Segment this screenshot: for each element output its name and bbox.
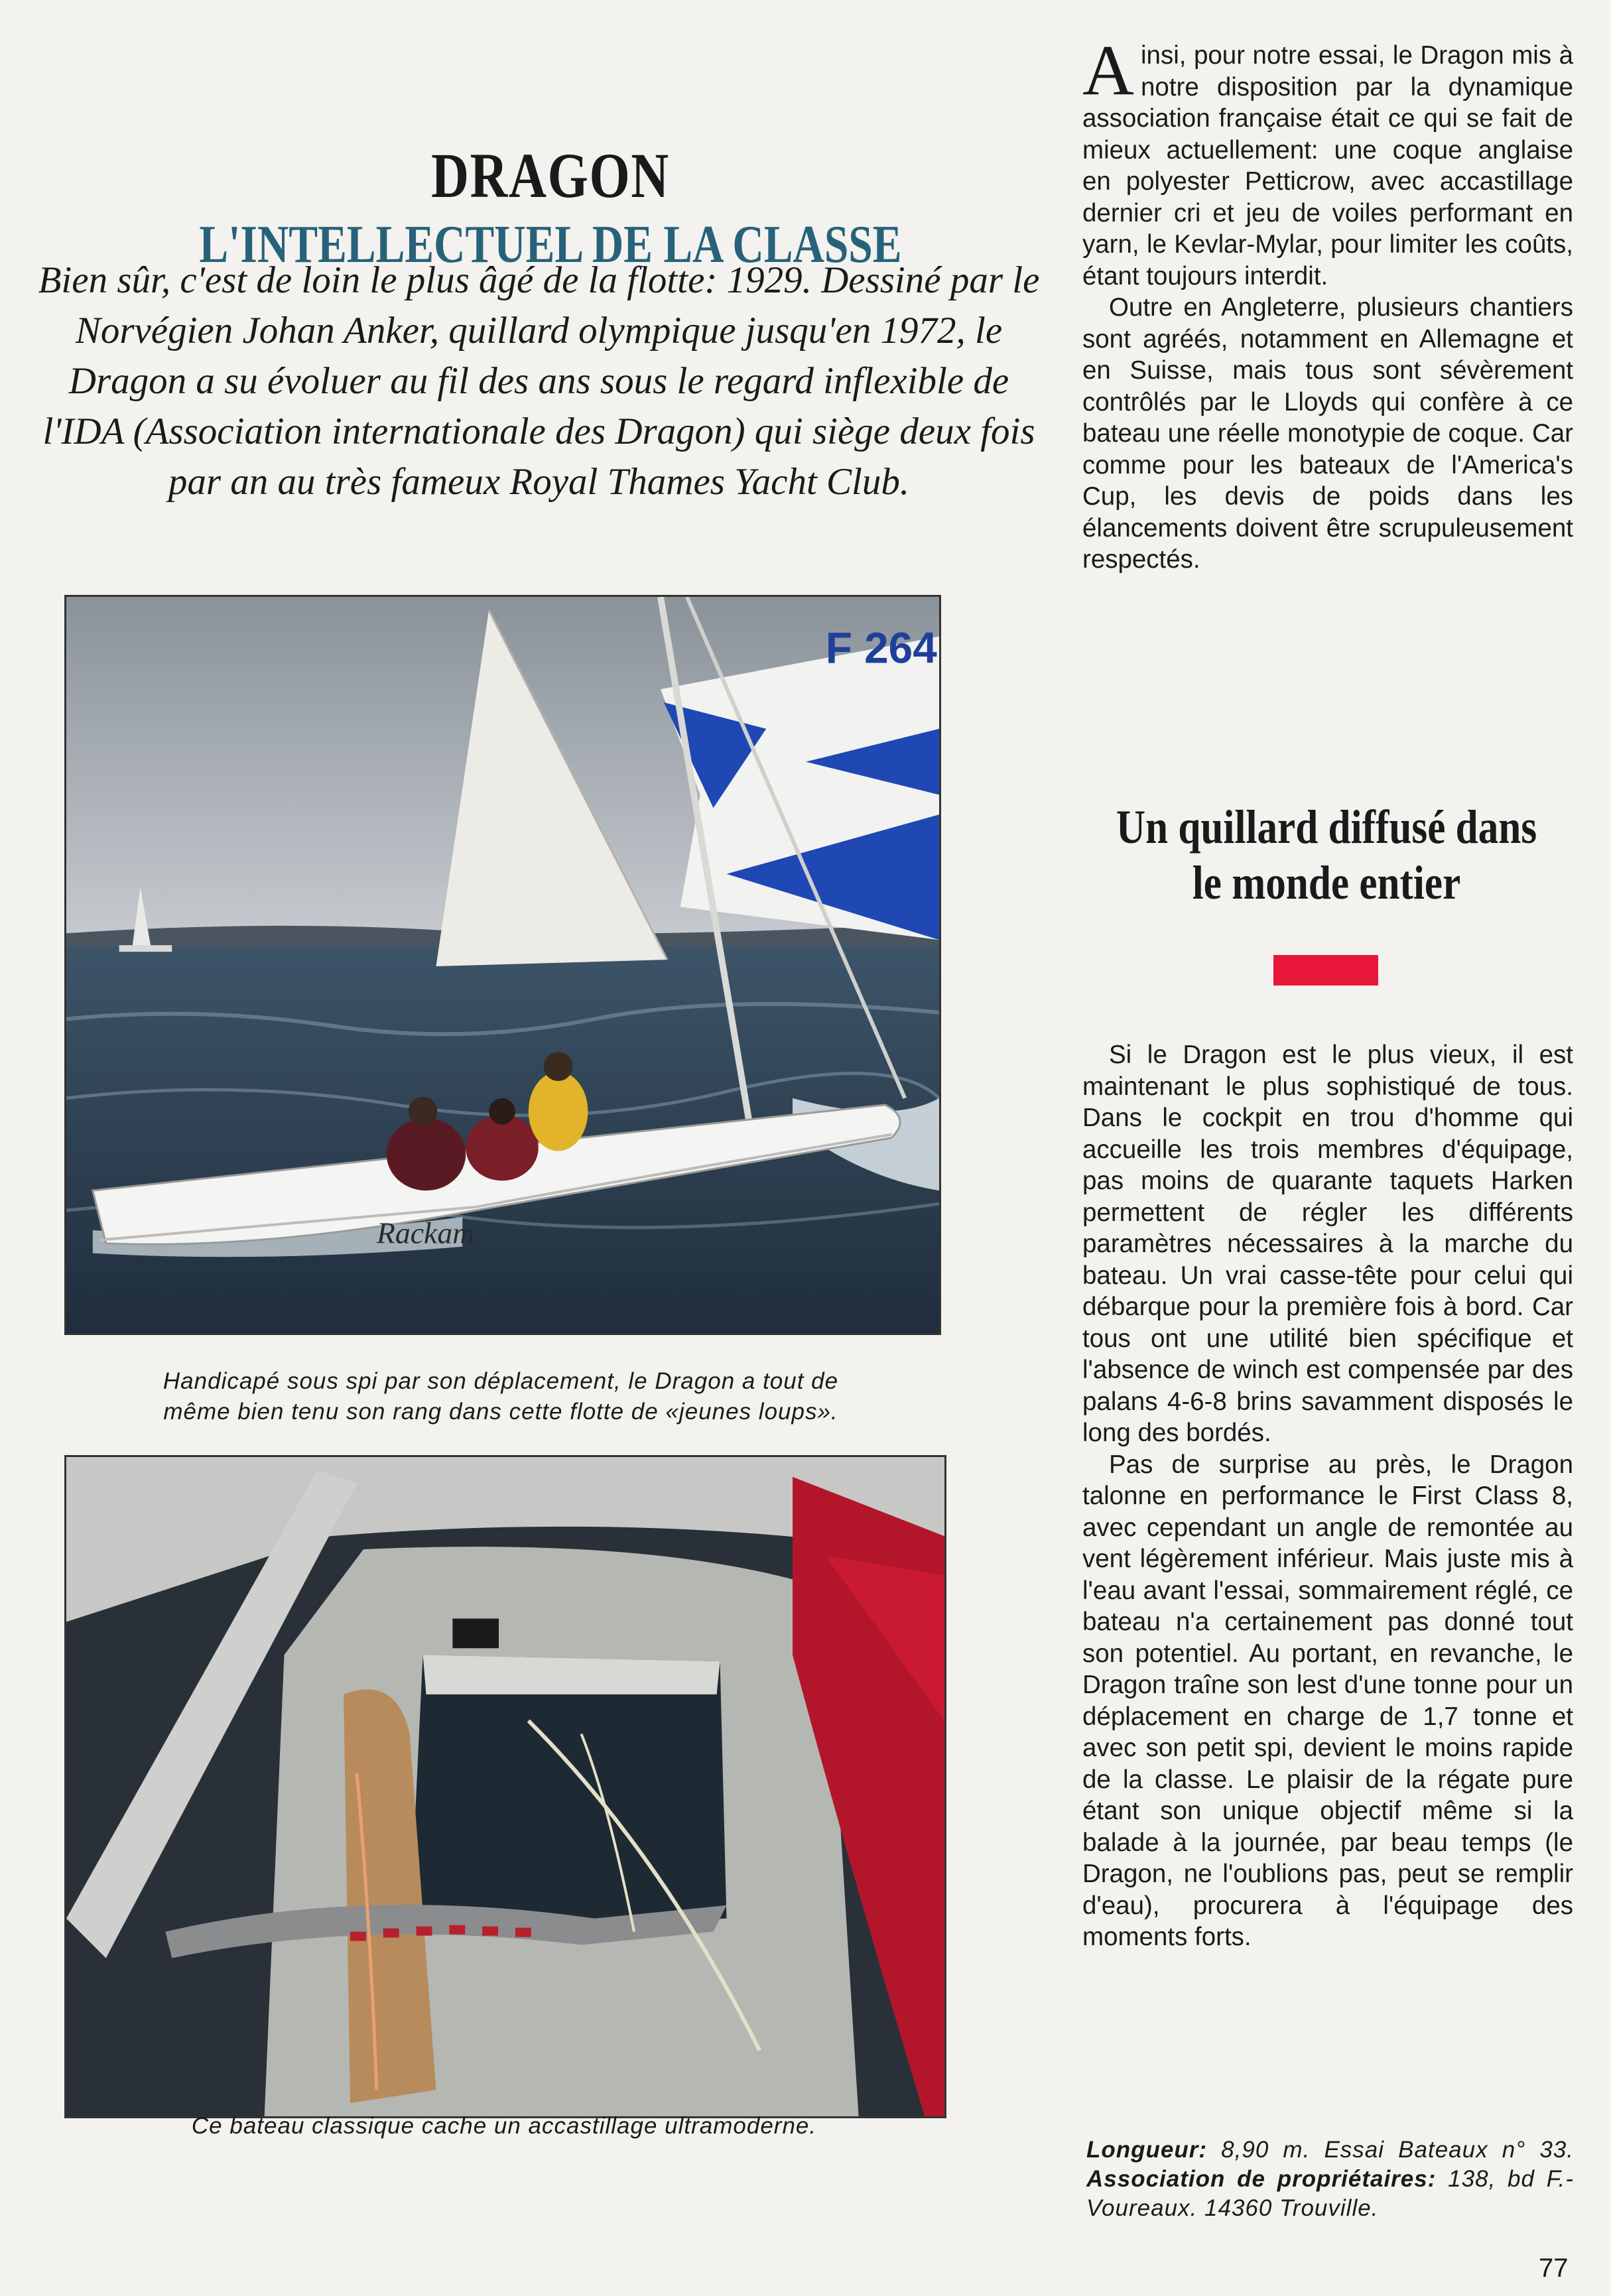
- sailing-photo-illustration: [66, 597, 939, 1333]
- photo-caption-bottom: Ce bateau classique cache un accastillage ultramoderne.: [191, 2113, 817, 2139]
- article-subtitle: L'INTELLECTUEL DE LA CLASSE: [199, 216, 902, 275]
- specs-box: [1086, 2136, 1574, 2223]
- specs-association-value: 138, bd F.-Voureaux. 14360 Trouville.: [1086, 2166, 1575, 2221]
- red-accent-bar: [1273, 955, 1378, 986]
- sail-number: F 264: [825, 623, 937, 672]
- article-title: DRAGON: [431, 140, 670, 212]
- photo-caption-top: Handicapé sous spi par son déplacement, le Dragon a tout de même bien tenu son rang dans cette flotte de «jeunes loups».: [162, 1368, 839, 1425]
- section-heading: Un quillard diffusé dans le monde entier: [1116, 800, 1537, 909]
- body-paragraph-2: Outre en Angleterre, plusieurs chantiers sont agréés, notamment en Allemagne et en Suisse, mais tous sont sévèrement contrôlés par le Lloyds qui confère à ce bateau une réelle monotypie de coque. Car comme pour les bateaux de l'America's Cup, les devis de poids dans les élancements doivent être scrupuleusement respectés.: [1082, 293, 1573, 574]
- page-number: 77: [1539, 2254, 1569, 2283]
- body-paragraph-1-text: insi, pour notre essai, le Dragon mis à notre disposition par la dynamique association française était ce qui se fait de mieux actuellement: une coque anglaise en polyester Petticrow, avec accastillage dernier cri et jeu de voiles performant en yarn, le Kevlar-Mylar, pour limiter les coûts, étant toujours interdit.: [1082, 41, 1573, 290]
- article-standfirst: Bien sûr, c'est de loin le plus âgé de la flotte: 1929. Dessiné par le Norvégien Johan Anker, quillard olympique jusqu'en 1972, le Dragon a su évoluer au fil des ans sous le regard inflexible de l'IDA (Association internationale des Dragon) qui siège deux fois par an au très fameux Royal Thames Yacht Club.: [38, 259, 1040, 503]
- deck-photo-illustration: [66, 1457, 944, 2116]
- body-column-top: [1082, 31, 1573, 576]
- photo-dragon-deck: [64, 1455, 946, 2118]
- body-paragraph-1: [1082, 31, 1573, 292]
- body-paragraph-3: Si le Dragon est le plus vieux, il est maintenant le plus sophistiqué de tous. Dans le cockpit en trou d'homme qui accueille les trois membres d'équipage, pas moins de quarante taquets Harken permettent de régler les différents paramètres nécessaires à la marche du bateau. Un vrai casse-tête pour celui qui débarque pour la première fois à bord. Car tous ont une utilité bien spécifique et l'absence de winch est compensée par des palans 4-6-8 brins savamment disposés le long des bordés.: [1082, 1041, 1573, 1447]
- drop-cap: A: [1082, 31, 1134, 110]
- photo-dragon-sailing: [64, 595, 941, 1335]
- body-column-bottom: [1082, 1039, 1573, 1953]
- specs-length-value: 8,90 m. Essai Bateaux n° 33.: [1221, 2137, 1574, 2163]
- body-paragraph-4: Pas de surprise au près, le Dragon talonne en performance le First Class 8, avec cependant un angle de remontée au vent légèrement inférieur. Mais juste mis à l'eau avant l'essai, sommairement réglé, ce bateau n'a certainement pas donné tout son potentiel. Au portant, en revanche, le Dragon traîne son lest d'une tonne pour un déplacement en charge de 1,7 tonne et avec son petit spi, devient le moins rapide de la classe. Le plaisir de la régate pure étant son unique objectif même si la balade à la journée, par beau temps (le Dragon, ne l'oublions pas, peut se remplir d'eau), procurera à l'équipage des moments forts.: [1082, 1450, 1573, 1951]
- specs-length-label: Longueur:: [1086, 2137, 1208, 2163]
- specs-association-label: Association de propriétaires:: [1086, 2166, 1437, 2192]
- boat-name: Rackam: [376, 1216, 475, 1250]
